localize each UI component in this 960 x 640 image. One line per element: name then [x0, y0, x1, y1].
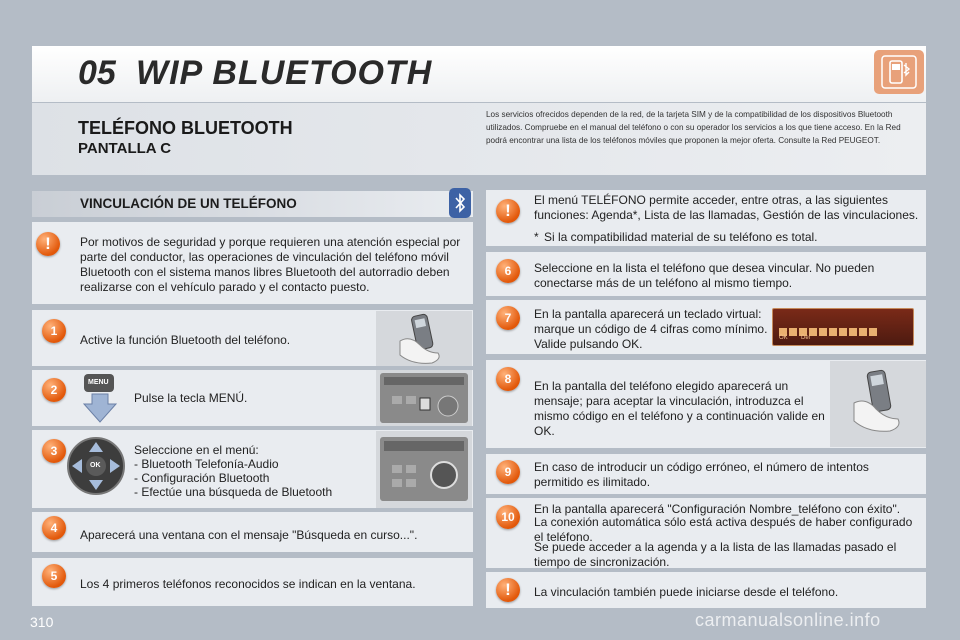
warning-icon: ! [496, 578, 520, 602]
keypad-del-label: Del [801, 335, 811, 341]
step-1-text: Active la función Bluetooth del teléfono. [80, 333, 291, 347]
section-note: Los servicios ofrecidos dependen de la red, de la tarjeta SIM y de la compatibilidad de los dispositivos Bluetooth utilizados. Compruebe en el manual del teléfono o con su operador los servicios a los que tiene acceso. En la Red podrá encontrar una lista de los teléfonos móviles que proponen la mejor oferta. Consulte la Red PEUGEOT. [486, 110, 901, 146]
menu-key-icon [82, 372, 122, 424]
navigation-wheel-icon [66, 436, 126, 496]
step-3-intro: Seleccione en el menú: [134, 443, 259, 457]
step-10-badge: 10 [496, 505, 520, 529]
chapter-number: 05 [78, 54, 116, 92]
keypad-ok-label: OK [779, 335, 788, 341]
phone-hand-image [830, 361, 926, 447]
warning-icon: ! [496, 199, 520, 223]
watermark: carmanualsonline.info [695, 610, 881, 630]
step-4-badge: 4 [42, 516, 66, 540]
step-8-badge: 8 [496, 367, 520, 391]
radio-wheel-image [376, 431, 472, 508]
chapter-title: WIP BLUETOOTH [136, 54, 433, 92]
page-number: 310 [30, 614, 54, 630]
step-10-line: En la pantalla aparecerá "Configuración Nombre_teléfono con éxito". [534, 502, 901, 516]
bluetooth-icon [449, 188, 471, 218]
step-3-item: - Efectúe una búsqueda de Bluetooth [134, 485, 333, 499]
menu-key-label: MENU [88, 379, 109, 386]
step-3-item: - Bluetooth Telefonía-Audio [134, 457, 279, 471]
virtual-keypad-screen [772, 308, 914, 346]
step-2-badge: 2 [42, 378, 66, 402]
step-3-item: - Configuración Bluetooth [134, 471, 270, 485]
section-title: TELÉFONO BLUETOOTH [78, 118, 293, 138]
warning-text: Por motivos de seguridad y porque requieren una atención especial por parte del conductor, las operaciones de vinculación del teléfono móvil Bluetooth con el sistema manos libres Bluetooth del autorradio deben realizarse con el vehículo parado y el contacto puesto. [80, 235, 461, 294]
step-10-line: La conexión automática sólo está activa después de haber configurado el teléfono. [534, 515, 913, 544]
section-subtitle: PANTALLA C [78, 140, 172, 157]
step-3-badge: 3 [42, 439, 66, 463]
step-7-text: En la pantalla aparecerá un teclado virtual: marque un código de 4 cifras como mínimo. Valide pulsando OK. [534, 307, 768, 351]
menu-info-text: El menú TELÉFONO permite acceder, entre otras, a las siguientes funciones: Agenda*, Lista de las llamadas, Gestión de las vinculaciones. [534, 193, 919, 222]
step-9-text: En caso de introducir un código erróneo, el número de intentos permitido es ilimitado. [534, 460, 869, 489]
step-7-badge: 7 [496, 306, 520, 330]
pairing-title: VINCULACIÓN DE UN TELÉFONO [80, 196, 297, 211]
ok-key-label: OK [90, 462, 101, 469]
phone-hand-image [376, 311, 472, 366]
phone-bluetooth-icon [874, 50, 924, 94]
step-2-text: Pulse la tecla MENÚ. [134, 391, 248, 405]
step-8-text: En la pantalla del teléfono elegido aparecerá un mensaje; para aceptar la vinculación, introduzca el mismo código en el teléfono y a continuación valide en OK. [534, 379, 825, 438]
step-4-text: Aparecerá una ventana con el mensaje "Búsqueda en curso...". [80, 528, 418, 542]
radio-menu-image [376, 370, 472, 426]
footnote-text: Si la compatibilidad material de su teléfono es total. [544, 230, 818, 244]
warning-icon: ! [36, 232, 60, 256]
step-1-badge: 1 [42, 319, 66, 343]
footnote-mark: * [534, 230, 539, 244]
step-5-text: Los 4 primeros teléfonos reconocidos se indican en la ventana. [80, 577, 416, 591]
phone-initiated-text: La vinculación también puede iniciarse desde el teléfono. [534, 585, 839, 599]
step-6-text: Seleccione en la lista el teléfono que desea vincular. No pueden conectarse más de un teléfono al mismo tiempo. [534, 261, 875, 290]
step-6-badge: 6 [496, 259, 520, 283]
step-10-line: Se puede acceder a la agenda y a la lista de las llamadas pasado el tiempo de sincronización. [534, 540, 897, 569]
step-9-badge: 9 [496, 460, 520, 484]
keypad-keys [779, 323, 879, 341]
step-5-badge: 5 [42, 564, 66, 588]
